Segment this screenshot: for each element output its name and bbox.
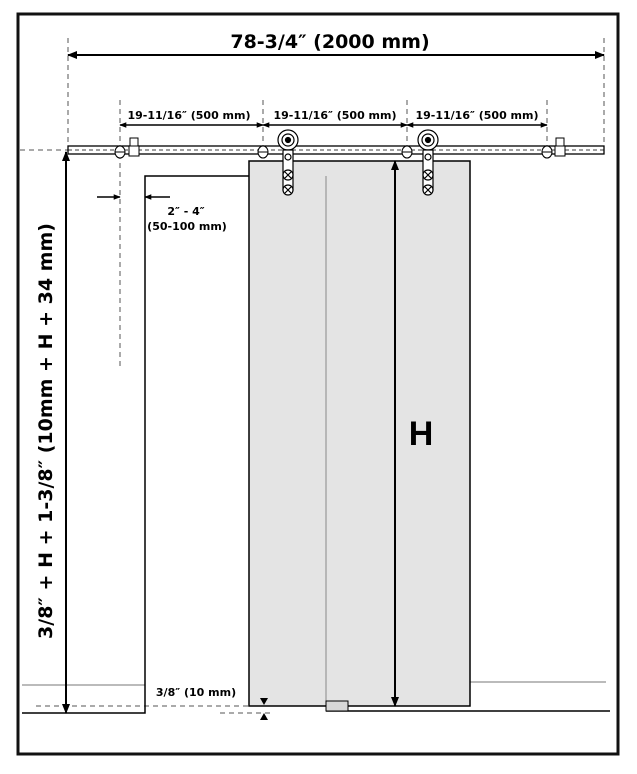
end-stop-left: [129, 138, 139, 156]
total-width-label: 78-3/4″ (2000 mm): [230, 31, 430, 53]
track-bracket-3: [402, 146, 412, 158]
track-bracket-2: [258, 146, 268, 158]
track-bracket-4: [542, 146, 552, 158]
total-height-label: 3/8″ + H + 1-3/8″ (10mm + H + 34 mm): [35, 223, 57, 639]
wall-offset-label-line1: 2″ - 4″: [167, 205, 205, 218]
door-height-label: H: [408, 415, 434, 453]
door-panel: [249, 161, 470, 706]
spacing-label-2: 19-11/16″ (500 mm): [273, 109, 397, 122]
spacing-label-1: 19-11/16″ (500 mm): [127, 109, 251, 122]
wall-offset-label-line2: (50-100 mm): [147, 220, 227, 233]
track-bracket-1: [115, 146, 125, 158]
floor-gap-arrow-bottom: [260, 713, 268, 720]
floor-guide: [326, 701, 348, 711]
floor-gap-label: 3/8″ (10 mm): [155, 686, 237, 699]
end-stop-right: [555, 138, 565, 156]
spacing-label-3: 19-11/16″ (500 mm): [415, 109, 539, 122]
